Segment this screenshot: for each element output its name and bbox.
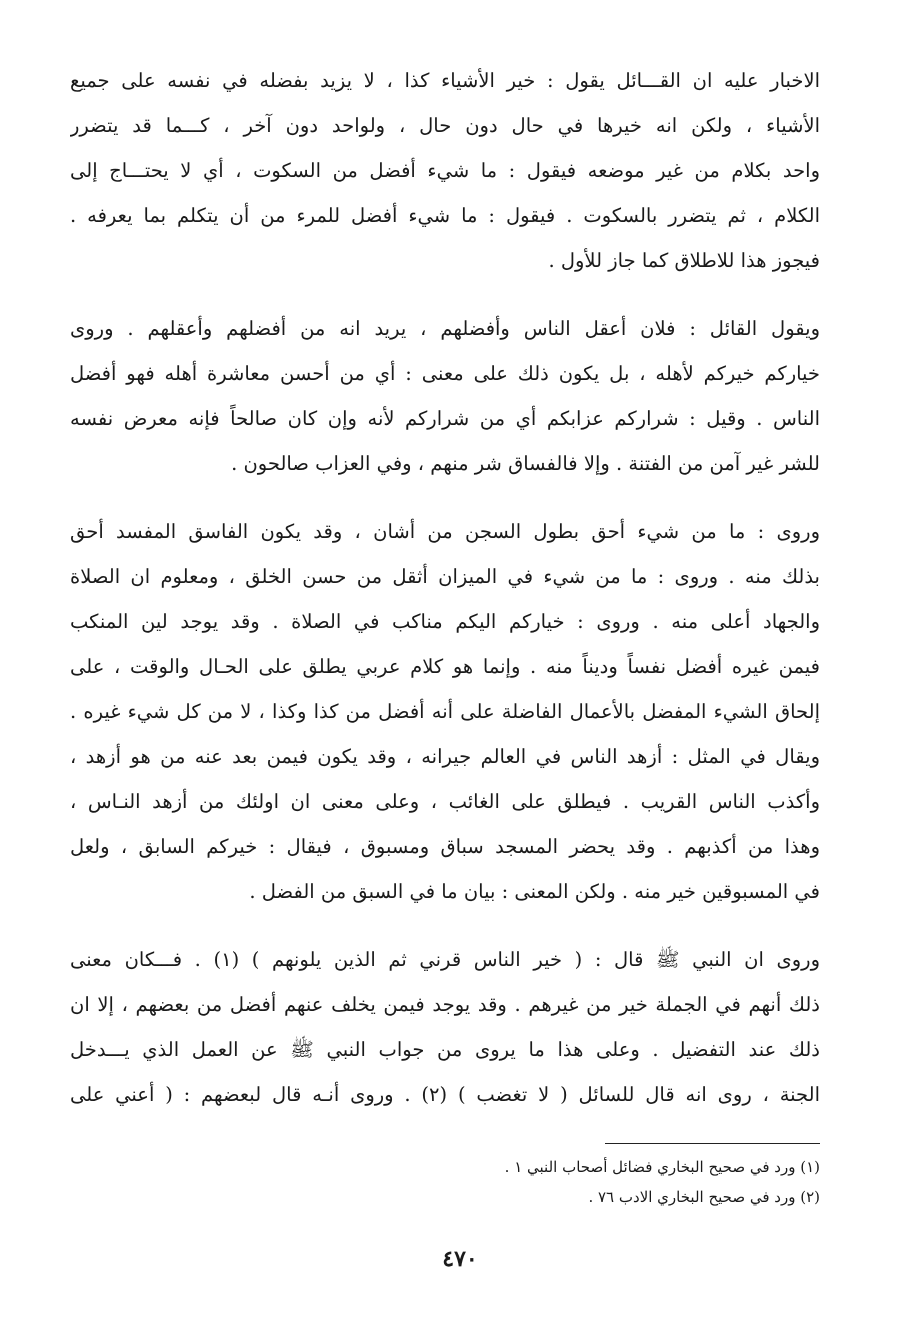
- paragraph-3: [70, 509, 820, 914]
- text-line: في المسبوقين خير منه . ولكن المعنى : بيان ما في السبق من الفضل .: [249, 880, 820, 903]
- footnote-1: (١) ورد في صحيح البخاري فضائل أصحاب النبي ١ .: [504, 1158, 820, 1176]
- footnote-2: (٢) ورد في صحيح البخاري الادب ٧٦ .: [588, 1188, 820, 1206]
- text-line: ويقال في المثل : أزهد الناس في العالم جيرانه ، وقد يكون فيمن بعد عنه من هو أزهد ،: [70, 745, 820, 768]
- footnote-divider: [605, 1143, 820, 1144]
- text-line: الاخبار عليه ان القـــائل يقول : خير الأشياء كذا ، لا يزيد بفضله في نفسه على جميع: [70, 69, 820, 92]
- text-line: الجنة ، روى انه قال للسائل ( لا تغضب ) (٢) . وروى أنـه قال لبعضهم : ( أعني على: [70, 1083, 820, 1106]
- text-line: بذلك منه . وروى : ما من شيء في الميزان أثقل من حسن الخلق ، ومعلوم ان الصلاة: [70, 565, 820, 588]
- footnotes: [220, 1152, 820, 1212]
- text-line: الناس . وقيل : شراركم عزابكم أي من شراركم لأنه وإن كان صالحاً فإنه معرض نفسه: [70, 407, 820, 430]
- page-number: ٤٧٠: [442, 1246, 478, 1272]
- text-line: ويقول القائل : فلان أعقل الناس وأفضلهم ، يريد انه من أفضلهم وأعقلهم . وروى: [70, 317, 820, 340]
- text-line: خياركم خيركم لأهله ، بل يكون ذلك على معنى : أي من أحسن معاشرة أهله فهو أفضل: [70, 362, 820, 385]
- text-line: الأشياء ، ولكن انه خيرها في حال دون حال ، ولواحد دون آخر ، كـــما قد يتضرر: [70, 114, 820, 137]
- text-line: فيجوز هذا للاطلاق كما جاز للأول .: [548, 249, 820, 272]
- page-body: [70, 58, 820, 1140]
- text-line: إلحاق الشيء المفضل بالأعمال الفاضلة على أنه أفضل من كذا وكذا ، لا من كل شيء غيره .: [70, 700, 820, 723]
- text-line: وروى ان النبي ﷺ قال : ( خير الناس قرني ثم الذين يلونهم ) (١) . فـــكان معنى: [70, 948, 820, 971]
- text-line: وهذا من أكذبهم . وقد يحضر المسجد سباق ومسبوق ، فيقال : خيركم السابق ، ولعل: [70, 835, 820, 858]
- text-line: فيمن غيره أفضل نفساً وديناً منه . وإنما هو كلام عربي يطلق على الحـال والوقت ، على: [70, 655, 820, 678]
- paragraph-4: [70, 937, 820, 1117]
- text-line: ذلك عند التفضيل . وعلى هذا ما يروى من جواب النبي ﷺ عن العمل الذي يـــدخل: [70, 1038, 820, 1061]
- text-line: للشر غير آمن من الفتنة . وإلا فالفساق شر منهم ، وفي العزاب صالحون .: [231, 452, 820, 475]
- text-line: وأكذب الناس القريب . فيطلق على الغائب ، وعلى معنى ان اولئك من أزهد النـاس ،: [70, 790, 820, 813]
- text-line: والجهاد أعلى منه . وروى : خياركم اليكم مناكب في الصلاة . وقد يوجد لين المنكب: [70, 610, 820, 633]
- text-line: وروى : ما من شيء أحق بطول السجن من أشان ، وقد يكون الفاسق المفسد أحق: [70, 520, 820, 543]
- paragraph-2: [70, 306, 820, 486]
- text-line: الكلام ، ثم يتضرر بالسكوت . فيقول : ما شيء أفضل للمرء من أن يتكلم بما يعرفه .: [70, 204, 820, 227]
- paragraph-1: [70, 58, 820, 283]
- text-line: واحد بكلام من غير موضعه فيقول : ما شيء أفضل من السكوت ، أي لا يحتـــاج إلى: [70, 159, 820, 182]
- text-line: ذلك أنهم في الجملة خير من غيرهم . وقد يوجد فيمن يخلف عنهم أفضل من بعضهم ، إلا ان: [70, 993, 820, 1016]
